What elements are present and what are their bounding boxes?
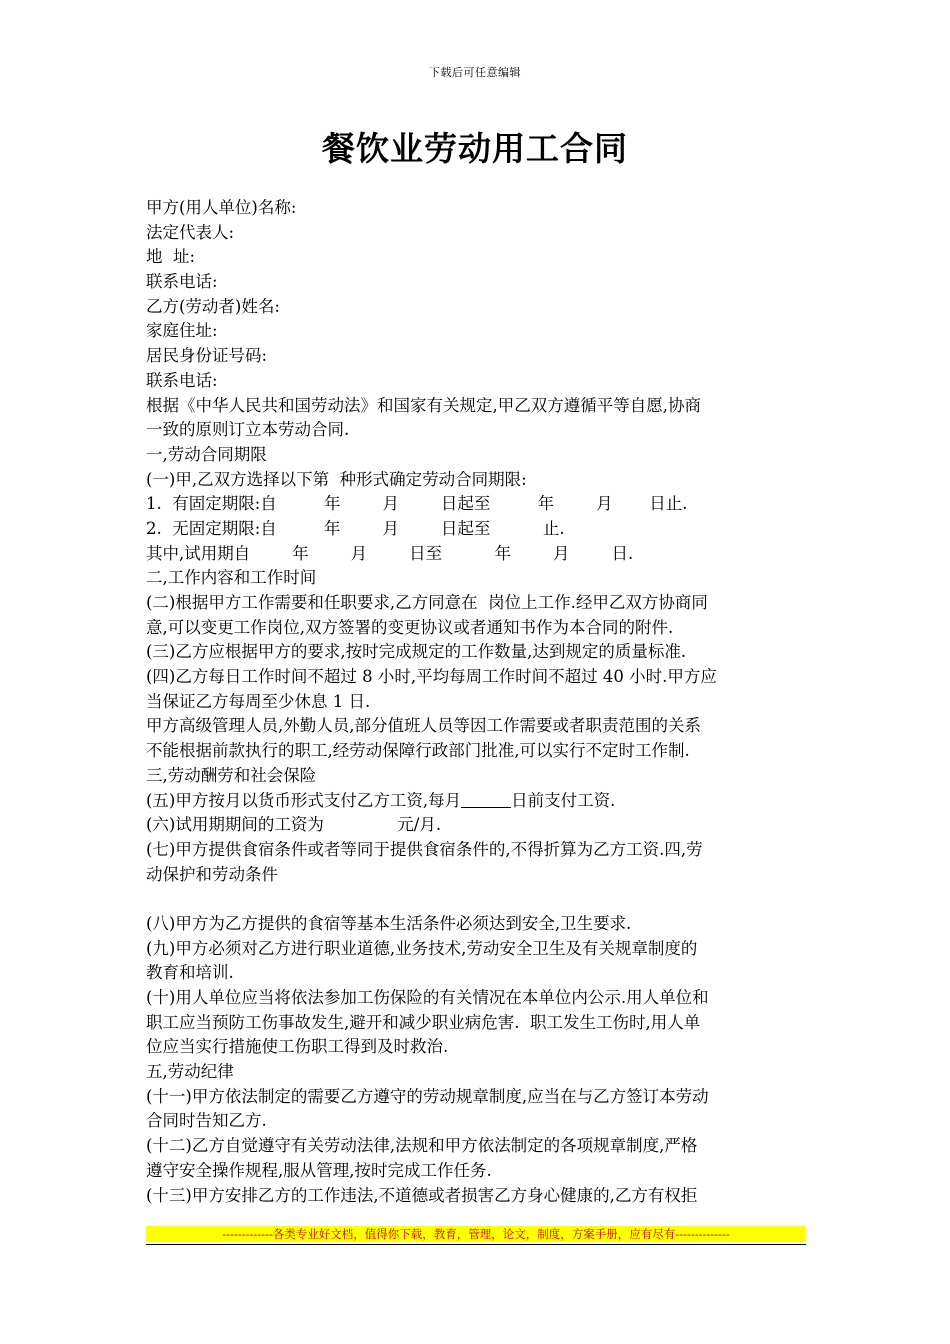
text-segment: (五)甲方按月以货币形式支付乙方工资,每月 (146, 790, 462, 810)
text-line: 家庭住址: (146, 321, 218, 341)
text-line: 遵守安全操作规程,服从管理,按时完成工作任务. (146, 1160, 492, 1180)
text-line: (九)甲方必须对乙方进行职业道德,业务技术,劳动安全卫生及有关规章制度的 (146, 938, 698, 958)
text-line: (七)甲方提供食宿条件或者等同于提供食宿条件的,不得折算为乙方工资.四,劳 (146, 839, 703, 859)
text-line: 动保护和劳动条件 (146, 864, 278, 884)
contract-body (146, 196, 812, 1208)
text-line: 不能根据前款执行的职工,经劳动保障行政部门批准,可以实行不定时工作制. (146, 741, 690, 761)
text-segment: 日前支付工资. (511, 790, 616, 810)
text-line: (六)试用期期间的工资为 元/月. (146, 815, 442, 835)
text-line: 其中,试用期自 年 月 日至 年 月 日. (146, 543, 634, 563)
text-line: 1. 有固定期限:自 年 月 日起至 年 月 日止. (146, 494, 688, 514)
text-line: 根据《中华人民共和国劳动法》和国家有关规定,甲乙双方遵循平等自愿,协商 (146, 395, 701, 415)
section-heading: 五,劳动纪律 (146, 1062, 234, 1082)
text-line: 教育和培训. (146, 963, 234, 983)
footer-banner: -------------各类专业好文档，值得你下载，教育，管理，论文，制度，方案手册，应有尽有-------------- (146, 1226, 806, 1242)
text-line: 职工应当预防工伤事故发生,避开和减少职业病危害. 职工发生工伤时,用人单 (146, 1012, 701, 1032)
section-heading: 二,工作内容和工作时间 (146, 568, 317, 588)
text-line: 合同时告知乙方. (146, 1111, 267, 1131)
text-line: 联系电话: (146, 272, 218, 292)
text-line: 居民身份证号码: (146, 346, 268, 366)
blank-line (146, 887, 812, 912)
text-line: 地 址: (146, 247, 196, 267)
text-line: 乙方(劳动者)姓名: (146, 296, 280, 316)
blank-underline (461, 790, 511, 808)
text-line: (十二)乙方自觉遵守有关劳动法律,法规和甲方依法制定的各项规章制度,严格 (146, 1136, 698, 1156)
section-heading: 三,劳动酬劳和社会保险 (146, 765, 317, 785)
text-line: 法定代表人: (146, 222, 235, 242)
text-line: 甲方高级管理人员,外勤人员,部分值班人员等因工作需要或者职责范围的关系 (146, 716, 701, 736)
text-line: 意,可以变更工作岗位,双方签署的变更协议或者通知书作为本合同的附件. (146, 617, 674, 637)
text-line: 当保证乙方每周至少休息 1 日. (146, 691, 371, 711)
text-line: (四)乙方每日工作时间不超过 8 小时,平均每周工作时间不超过 40 小时.甲方应 (146, 667, 717, 687)
text-line (146, 789, 812, 814)
footer-divider (146, 1244, 806, 1245)
document-title: 餐饮业劳动用工合同 (322, 129, 628, 168)
text-line: (三)乙方应根据甲方的要求,按时完成规定的工作数量,达到规定的质量标准. (146, 642, 687, 662)
section-heading: 一,劳动合同期限 (146, 444, 267, 464)
header-note: 下载后可任意编辑 (429, 66, 521, 79)
text-line: (十)用人单位应当将依法参加工伤保险的有关情况在本单位内公示.用人单位和 (146, 988, 709, 1007)
text-line: 甲方(用人单位)名称: (146, 198, 297, 217)
text-line: (八)甲方为乙方提供的食宿等基本生活条件必须达到安全,卫生要求. (146, 913, 632, 933)
text-line: 位应当实行措施使工伤职工得到及时救治. (146, 1037, 449, 1057)
text-line: (十一)甲方依法制定的需要乙方遵守的劳动规章制度,应当在与乙方签订本劳动 (146, 1086, 709, 1106)
text-line: 2. 无固定期限:自 年 月 日起至 止. (146, 518, 565, 538)
text-line: (二)根据甲方工作需要和任职要求,乙方同意在 岗位上工作.经甲乙双方协商同 (146, 593, 708, 612)
text-line: (十三)甲方安排乙方的工作违法,不道德或者损害乙方身心健康的,乙方有权拒 (146, 1185, 698, 1205)
text-line: 一致的原则订立本劳动合同. (146, 420, 350, 440)
text-line: 联系电话: (146, 370, 218, 390)
text-line: (一)甲,乙双方选择以下第 种形式确定劳动合同期限: (146, 469, 527, 489)
